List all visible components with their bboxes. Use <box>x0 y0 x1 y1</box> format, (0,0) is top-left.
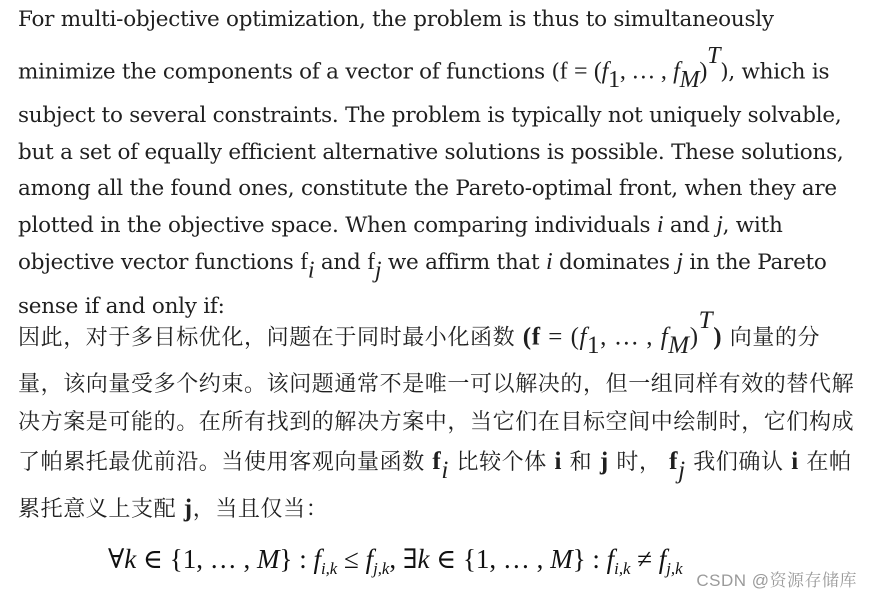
pareto-dominance-formula: ∀k ∈ {1, … , M} : $f_{i,k} \le f_{j,k}$, ∃k ∈ {1, … , M} : $f_{i,k} \ne f_{j,k}$ <box>108 544 683 578</box>
csdn-watermark: CSDN @资源存储库 <box>696 571 857 590</box>
math-f-vector: f <box>531 323 541 351</box>
chinese-paragraph: 因此，对于多目标优化，问题在于同时最小化函数 ($f = (f_1$, … , $f_M)^T$) 向量的分量，该向量受多个约束。该问题通常不是唯一可以解决的，但一组同样有效的替代解决方案是可能的。在所有找到的解决方案中，当它们在目标空间中绘制时，它们构成了帕累托最优前沿。当使用客观向量函数 $f_i$ 比较个体 i 和 j 时， $f_j$ 我们确认 i 在帕累托意义上支配 j，当且仅当： <box>18 307 855 522</box>
math-f-vector: f <box>559 58 568 85</box>
english-paragraph: For multi-objective optimization, the problem is thus to simultaneously minimize the components of a vector of functions ($f = (f_1$, … , $f_M)^T$), which is subject to several constraints. The problem is typically not uniquely solvable, but a set of equally efficient alternative solutions is possible. These solutions, among all the found ones, constitute the Pareto-optimal front, when they are plotted in the objective space. When comparing individuals i and j, with objective vector functions $f_i$ and $f_j$ we affirm that i dominates j in the Pareto sense if and only if: <box>18 7 844 319</box>
